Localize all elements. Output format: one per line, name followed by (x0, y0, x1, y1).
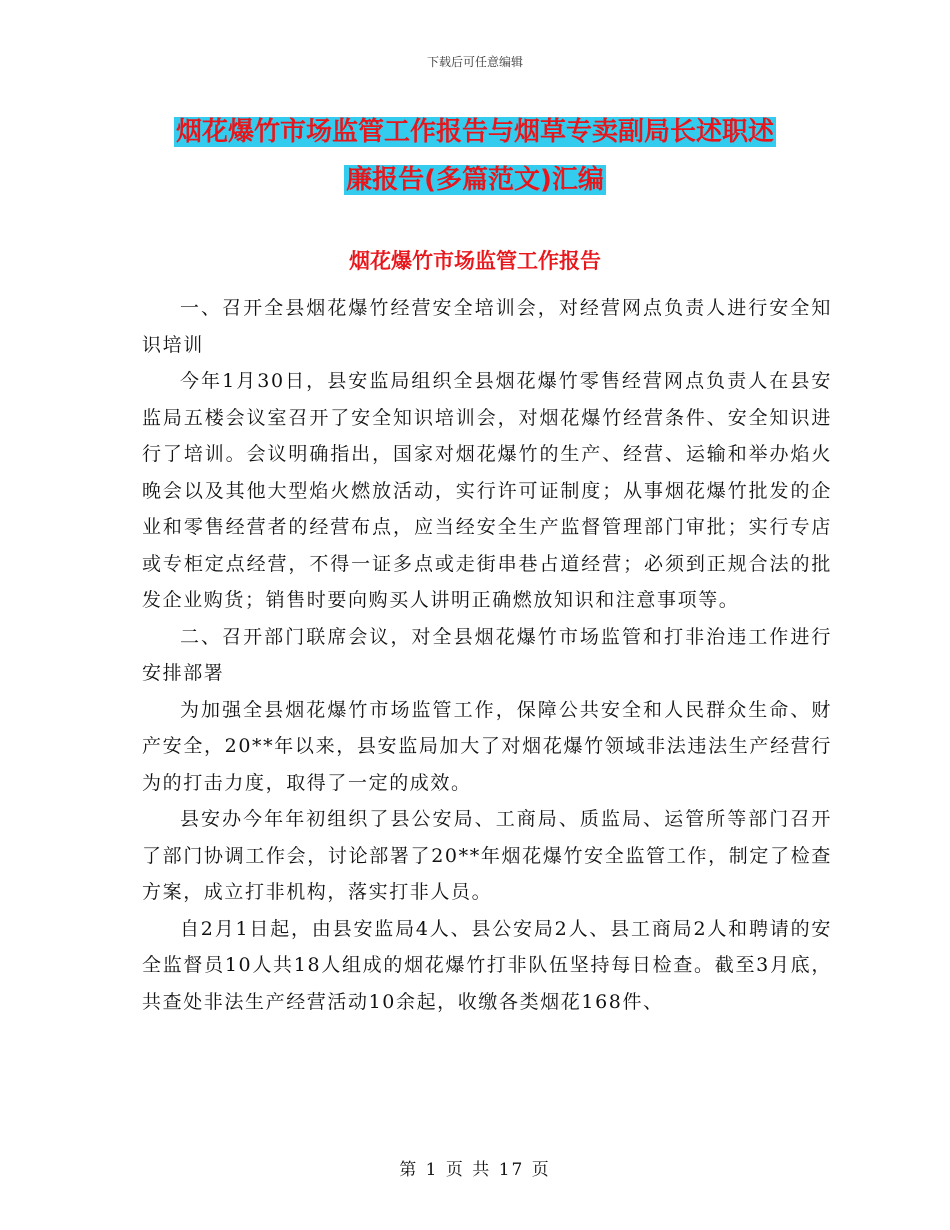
section-title: 烟花爆竹市场监管工作报告 (349, 249, 601, 273)
document-title-line-1: 烟花爆竹市场监管工作报告与烟草专卖副局长述职述 (175, 117, 774, 147)
paragraph: 一、召开全县烟花爆竹经营安全培训会，对经营网点负责人进行安全知识培训 (142, 297, 832, 356)
page-number-footer: 第 1 页 共 17 页 (399, 1160, 551, 1180)
paragraph: 自2月1日起，由县安监局4人、县公安局2人、县工商局2人和聘请的安全监督员10人共18人组成的烟花爆竹打非队伍坚持每日检查。截至3月底，共查处非法生产经营活动10余起，收缴各类烟花168件、 (142, 917, 832, 1013)
document-body (142, 290, 832, 1020)
header-note: 下载后可任意编辑 (426, 55, 523, 69)
paragraph: 二、召开部门联席会议，对全县烟花爆竹市场监管和打非治违工作进行安排部署 (142, 625, 832, 684)
document-title (0, 108, 950, 204)
paragraph: 今年1月30日，县安监局组织全县烟花爆竹零售经营网点负责人在县安监局五楼会议室召开了安全知识培训会，对烟花爆竹经营条件、安全知识进行了培训。会议明确指出，国家对烟花爆竹的生产、经营、运输和举办焰火晚会以及其他大型焰火燃放活动，实行许可证制度；从事烟花爆竹批发的企业和零售经营者的经营布点，应当经安全生产监督管理部门审批；实行专店或专柜定点经营，不得一证多点或走街串巷占道经营；必须到正规合法的批发企业购货；销售时要向购买人讲明正确燃放知识和注意事项等。 (142, 370, 832, 611)
paragraph: 县安办今年年初组织了县公安局、工商局、质监局、运管所等部门召开了部门协调工作会，讨论部署了20**年烟花爆竹安全监管工作，制定了检查方案，成立打非机构，落实打非人员。 (142, 808, 832, 903)
document-title-line-2: 廉报告(多篇范文)汇编 (346, 165, 604, 195)
paragraph: 为加强全县烟花爆竹市场监管工作，保障公共安全和人民群众生命、财产安全，20**年以来，县安监局加大了对烟花爆竹领域非法违法生产经营行为的打击力度，取得了一定的成效。 (142, 698, 832, 794)
